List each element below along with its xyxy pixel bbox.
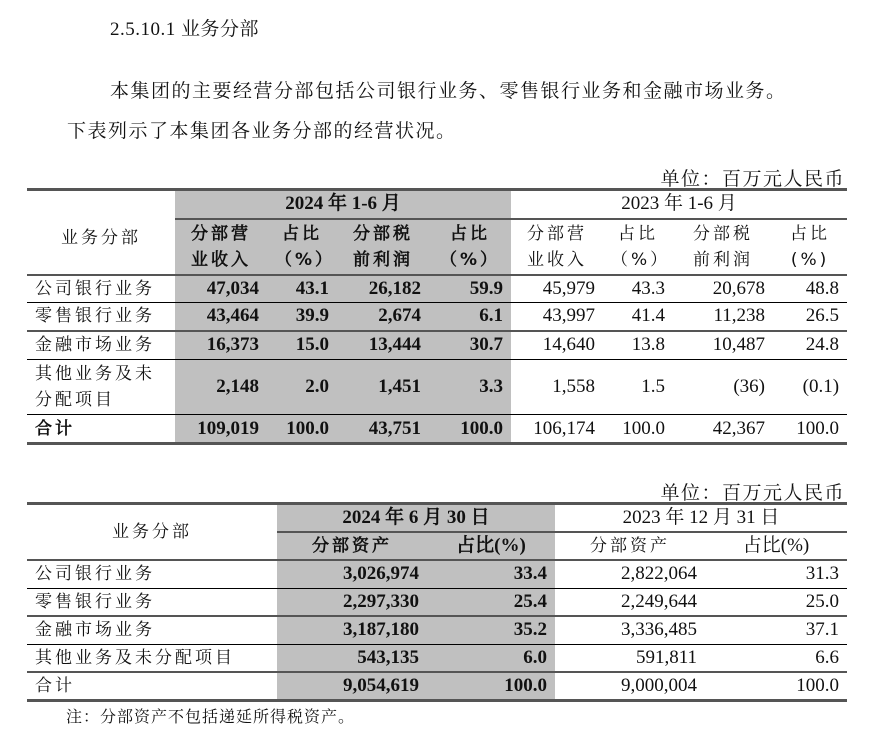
table-row: 公司银行业务 3,026,974 33.4 2,822,064 31.3	[27, 560, 847, 588]
col-profit-2023: 分部税 前利润	[673, 219, 773, 275]
table-row: 金融市场业务 16,373 15.0 13,444 30.7 14,640 13.8 10,487 24.8	[27, 331, 847, 360]
table-row: 金融市场业务 3,187,180 35.2 3,336,485 37.1	[27, 616, 847, 644]
segment-operations-table	[27, 188, 847, 445]
table-row: 零售银行业务 43,464 39.9 2,674 6.1 43,997 41.4 11,238 26.5	[27, 303, 847, 331]
row-header: 业务分部	[27, 504, 277, 561]
period-2024-header: 2024 年 6 月 30 日	[277, 504, 555, 533]
col-revenue-share-2023: 占比 （%）	[603, 219, 673, 275]
col-revenue-share-2024: 占比 （%）	[267, 219, 337, 275]
col-revenue-2024: 分部营 业收入	[175, 219, 267, 275]
col-profit-share-2023: 占比 (%)	[773, 219, 847, 275]
section-title: 2.5.10.1 业务分部	[110, 19, 260, 40]
col-share-2023: 占比(%)	[705, 532, 847, 560]
intro-paragraph: 本集团的主要经营分部包括公司银行业务、零售银行业务和金融市场业务。	[110, 81, 787, 102]
table-row-total: 合计 9,054,619 100.0 9,000,004 100.0	[27, 672, 847, 701]
period-2023-header: 2023 年 12 月 31 日	[555, 504, 847, 533]
table2-unit: 单位：百万元人民币	[660, 483, 845, 504]
table-intro: 下表列示了本集团各业务分部的经营状况。	[67, 121, 457, 142]
table-row: 公司银行业务 47,034 43.1 26,182 59.9 45,979 43.3 20,678 48.8	[27, 275, 847, 303]
table-row: 零售银行业务 2,297,330 25.4 2,249,644 25.0	[27, 588, 847, 616]
period-2023-header: 2023 年 1-6 月	[511, 190, 847, 219]
col-assets-2023: 分部资产	[555, 532, 705, 560]
row-header: 业务分部	[27, 190, 175, 275]
col-profit-2024: 分部税 前利润	[337, 219, 429, 275]
table-row-total: 合计 109,019 100.0 43,751 100.0 106,174 100.0 42,367 100.0	[27, 415, 847, 444]
col-assets-2024: 分部资产	[277, 532, 427, 560]
segment-assets-table	[27, 502, 847, 702]
table-row: 其他业务及未 分配项目 2,148 2.0 1,451 3.3 1,558 1.5 (36) (0.1)	[27, 360, 847, 415]
table-row: 其他业务及未分配项目 543,135 6.0 591,811 6.6	[27, 644, 847, 672]
col-profit-share-2024: 占比 （%）	[429, 219, 511, 275]
table1-unit: 单位：百万元人民币	[660, 169, 845, 190]
period-2024-header: 2024 年 1-6 月	[175, 190, 511, 219]
col-share-2024: 占比(%)	[427, 532, 555, 560]
col-revenue-2023: 分部营 业收入	[511, 219, 603, 275]
table2-note: 注：分部资产不包括递延所得税资产。	[66, 709, 356, 726]
